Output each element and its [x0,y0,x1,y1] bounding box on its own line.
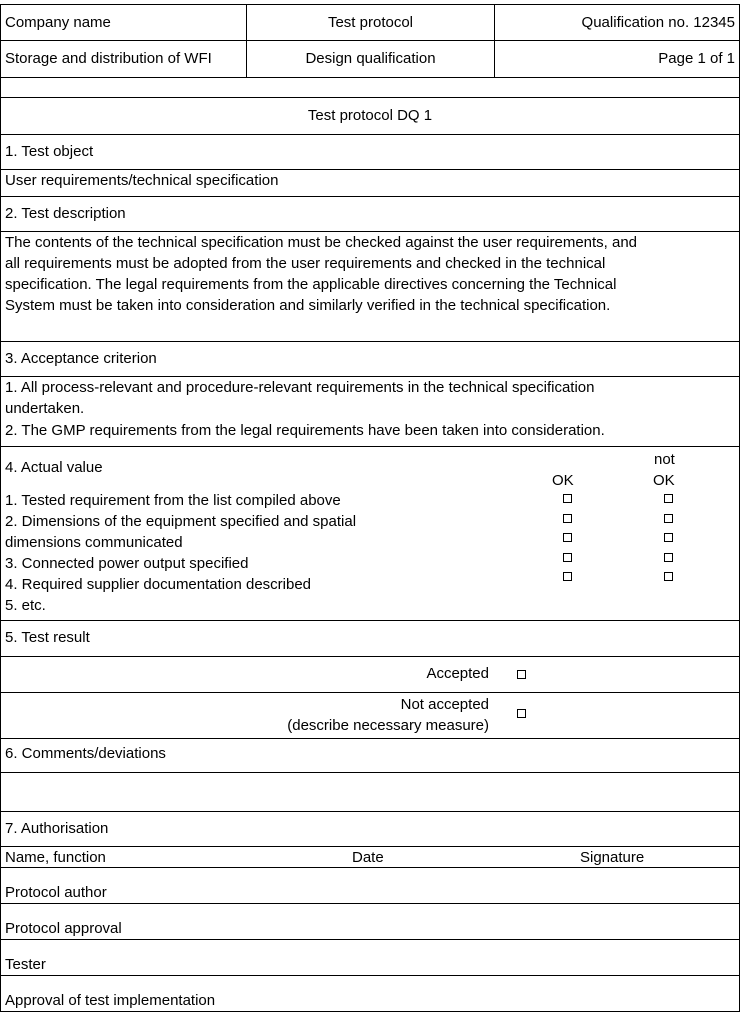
section-heading-comments: 6. Comments/deviations [5,745,166,762]
actual-value-line: 2. Dimensions of the equipment specified and spatial [5,513,357,530]
not-accepted-label: Not accepted [400,696,489,713]
description-line: specification. The legal requirements from the applicable directives concerning the Technical [5,276,617,293]
ok-checkbox[interactable] [563,533,572,542]
divider [1,77,739,78]
divider [1,169,739,170]
test-object-text: User requirements/technical specification [5,172,279,189]
doc-type: Test protocol [327,14,414,31]
qualification-number: Qualification no. 12345 [581,14,735,31]
actual-value-line: 3. Connected power output specified [5,555,249,572]
page-number: Page 1 of 1 [658,50,735,67]
authorisation-row-label: Protocol author [5,884,107,901]
criterion-line: undertaken. [5,400,85,417]
column-header-name: Name, function [5,849,106,866]
section-heading-test-object: 1. Test object [5,143,94,160]
divider [1,846,739,847]
ok-checkbox[interactable] [563,494,572,503]
divider [1,738,739,739]
divider [1,40,739,41]
accepted-label: Accepted [426,665,489,682]
divider [1,134,739,135]
divider [1,620,739,621]
authorisation-row-label: Protocol approval [5,920,122,937]
ok-checkbox[interactable] [563,553,572,562]
divider [1,196,739,197]
divider [1,97,739,98]
header-divider [494,5,495,77]
divider [1,903,739,904]
not-ok-checkbox[interactable] [664,553,673,562]
divider [1,656,739,657]
comments-field[interactable] [1,773,739,811]
divider [1,231,739,232]
not-ok-checkbox[interactable] [664,572,673,581]
ok-column-label: OK [552,472,574,489]
section-heading-authorisation: 7. Authorisation [5,820,109,837]
not-accepted-hint: (describe necessary measure) [287,717,489,734]
divider [1,867,739,868]
section-heading-test-result: 5. Test result [5,629,90,646]
description-line: The contents of the technical specification must be checked against the user requirements, and [5,234,638,251]
description-line: all requirements must be adopted from the user requirements and checked in the technical [5,255,606,272]
ok-checkbox[interactable] [563,514,572,523]
divider [1,975,739,976]
divider [1,376,739,377]
column-header-date: Date [352,849,384,866]
actual-value-line: 1. Tested requirement from the list compiled above [5,492,341,509]
accepted-checkbox[interactable] [517,670,526,679]
not-ok-checkbox[interactable] [664,533,673,542]
qualification-type: Design qualification [305,50,436,67]
company-name: Company name [5,14,111,31]
criterion-line: 2. The GMP requirements from the legal requirements have been taken into consideration. [5,422,605,439]
actual-value-line: 5. etc. [5,597,46,614]
divider [1,692,739,693]
divider [1,939,739,940]
section-heading-test-description: 2. Test description [5,205,126,222]
description-line: System must be taken into consideration and similarly verified in the technical specification. [5,297,611,314]
section-heading-acceptance-criterion: 3. Acceptance criterion [5,350,157,367]
section-heading-actual-value: 4. Actual value [5,459,103,476]
ok-checkbox[interactable] [563,572,572,581]
protocol-form [0,4,740,1012]
divider [1,341,739,342]
not-accepted-checkbox[interactable] [517,709,526,718]
not-ok-checkbox[interactable] [664,494,673,503]
actual-value-line: 4. Required supplier documentation described [5,576,312,593]
not-ok-column-label: not [654,451,675,468]
divider [1,811,739,812]
not-ok-column-label: OK [653,472,675,489]
not-ok-checkbox[interactable] [664,514,673,523]
actual-value-line: dimensions communicated [5,534,183,551]
criterion-line: 1. All process-relevant and procedure-relevant requirements in the technical specification [5,379,595,396]
authorisation-row-label: Tester [5,956,46,973]
column-header-signature: Signature [580,849,645,866]
authorisation-row-label: Approval of test implementation [5,992,216,1009]
system-name: Storage and distribution of WFI [5,50,212,67]
divider [1,446,739,447]
protocol-title: Test protocol DQ 1 [307,107,433,124]
